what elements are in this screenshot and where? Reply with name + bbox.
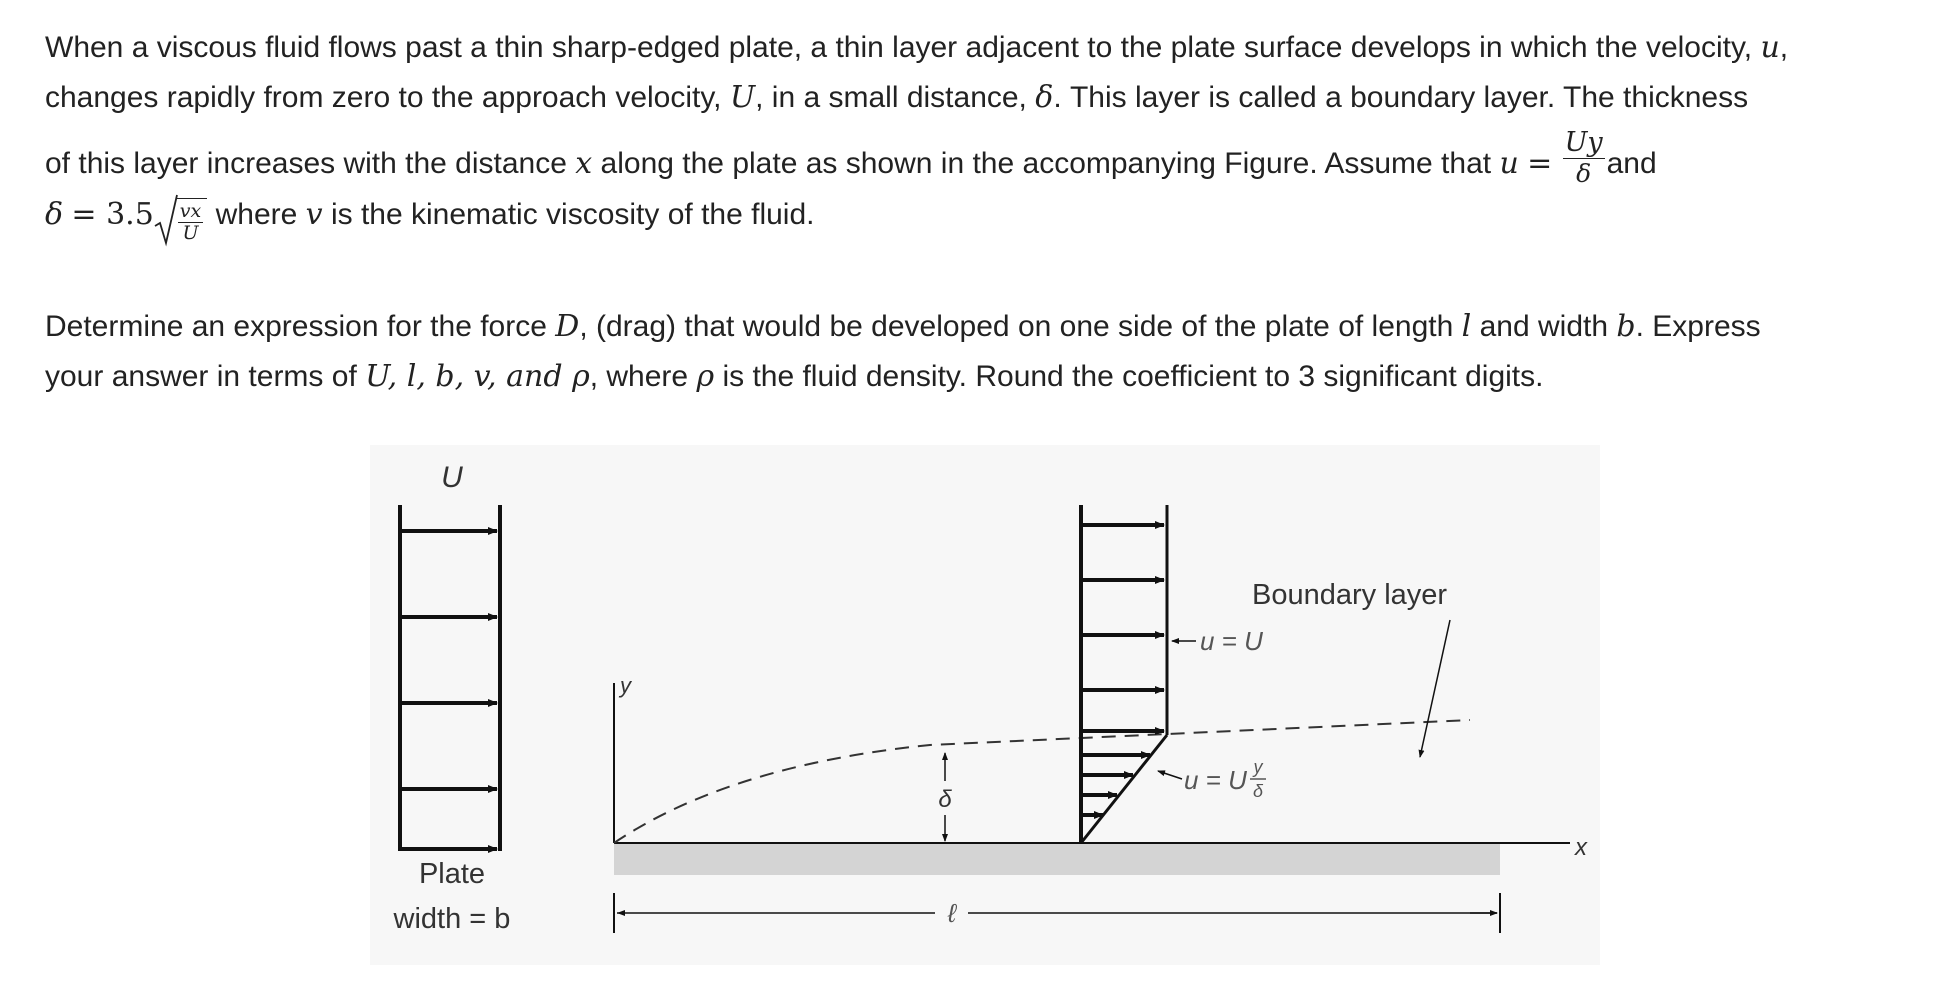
math-delta: δ bbox=[45, 196, 64, 232]
problem-paragraph-2 bbox=[45, 302, 1915, 402]
text-span: When a viscous fluid flows past a thin sharp-edged plate, a thin layer adjacent to the plate surface develops in which the velocity, bbox=[45, 31, 1753, 64]
math-equals: = bbox=[1527, 146, 1553, 181]
label-x: x bbox=[1575, 834, 1587, 861]
fraction-numerator: Uy bbox=[1564, 126, 1603, 158]
text-span: , where bbox=[589, 360, 689, 393]
paragraph-1-line-4 bbox=[45, 189, 1915, 243]
math-equals-3-5: = 3.5 bbox=[71, 196, 154, 232]
label-u-equals-U: u = U bbox=[1200, 626, 1263, 656]
text-span: . Express bbox=[1635, 310, 1761, 343]
sqrt-fraction bbox=[176, 198, 207, 243]
paragraph-2-line-1 bbox=[45, 302, 1915, 352]
text-span: of this layer increases with the distance bbox=[45, 147, 567, 180]
math-rho: ρ bbox=[696, 359, 715, 394]
text-span: , bbox=[1779, 31, 1789, 64]
label-width-equals-b: width = b bbox=[393, 903, 511, 935]
text-span: is the fluid density. Round the coefficient to 3 significant digits. bbox=[722, 360, 1544, 393]
fraction-denominator: U bbox=[182, 221, 199, 244]
text-span: and bbox=[1606, 147, 1657, 180]
paragraph-1-line-3 bbox=[45, 123, 1915, 189]
text-span: and width bbox=[1479, 310, 1609, 343]
label-profile-denominator: δ bbox=[1252, 781, 1264, 801]
text-span: Determine an expression for the force bbox=[45, 310, 547, 343]
text-span: along the plate as shown in the accompanying Figure. Assume that bbox=[600, 147, 1492, 180]
text-span: is the kinematic viscosity of the fluid. bbox=[330, 197, 815, 231]
text-span: . This layer is called a boundary layer. The thickness bbox=[1053, 81, 1749, 114]
label-delta: δ bbox=[938, 786, 952, 813]
math-delta: δ bbox=[1035, 80, 1054, 115]
boundary-layer-diagram bbox=[370, 445, 1600, 965]
math-variable-list: U, l, b, v, and ρ bbox=[365, 359, 590, 394]
label-u-equals-U-y-over-delta: u = U bbox=[1184, 765, 1247, 795]
fraction-numerator: vx bbox=[179, 199, 202, 222]
label-y: y bbox=[620, 673, 631, 698]
figure-background bbox=[370, 445, 1600, 965]
label-ell: ℓ bbox=[947, 898, 957, 928]
text-span: , in a small distance, bbox=[755, 81, 1027, 114]
sqrt-radical-icon bbox=[154, 193, 178, 247]
sqrt-expression bbox=[154, 193, 207, 247]
label-profile-numerator: y bbox=[1253, 757, 1263, 777]
fraction-uy-over-delta bbox=[1563, 126, 1605, 188]
math-v: v bbox=[305, 196, 323, 232]
paragraph-1-line-1 bbox=[45, 23, 1915, 73]
text-span: , (drag) that would be developed on one side of the plate of length bbox=[579, 310, 1454, 343]
problem-paragraph-1 bbox=[45, 23, 1915, 243]
math-D: D bbox=[555, 309, 580, 344]
text-span: where bbox=[215, 197, 298, 231]
label-U-top: U bbox=[441, 461, 463, 494]
label-boundary-layer: Boundary layer bbox=[1252, 579, 1448, 611]
math-u: u bbox=[1499, 146, 1519, 181]
math-U: U bbox=[729, 80, 756, 115]
math-x: x bbox=[575, 146, 593, 181]
math-b: b bbox=[1616, 309, 1636, 344]
text-span: changes rapidly from zero to the approach velocity, bbox=[45, 81, 722, 114]
paragraph-1-line-2 bbox=[45, 73, 1915, 123]
fraction-denominator: δ bbox=[1576, 158, 1592, 188]
boundary-layer-figure bbox=[370, 445, 1600, 965]
text-span: your answer in terms of bbox=[45, 360, 357, 393]
label-plate: Plate bbox=[418, 858, 486, 890]
math-l: l bbox=[1461, 309, 1472, 344]
math-u: u bbox=[1760, 30, 1780, 65]
paragraph-2-line-2 bbox=[45, 352, 1915, 402]
plate bbox=[614, 843, 1500, 875]
